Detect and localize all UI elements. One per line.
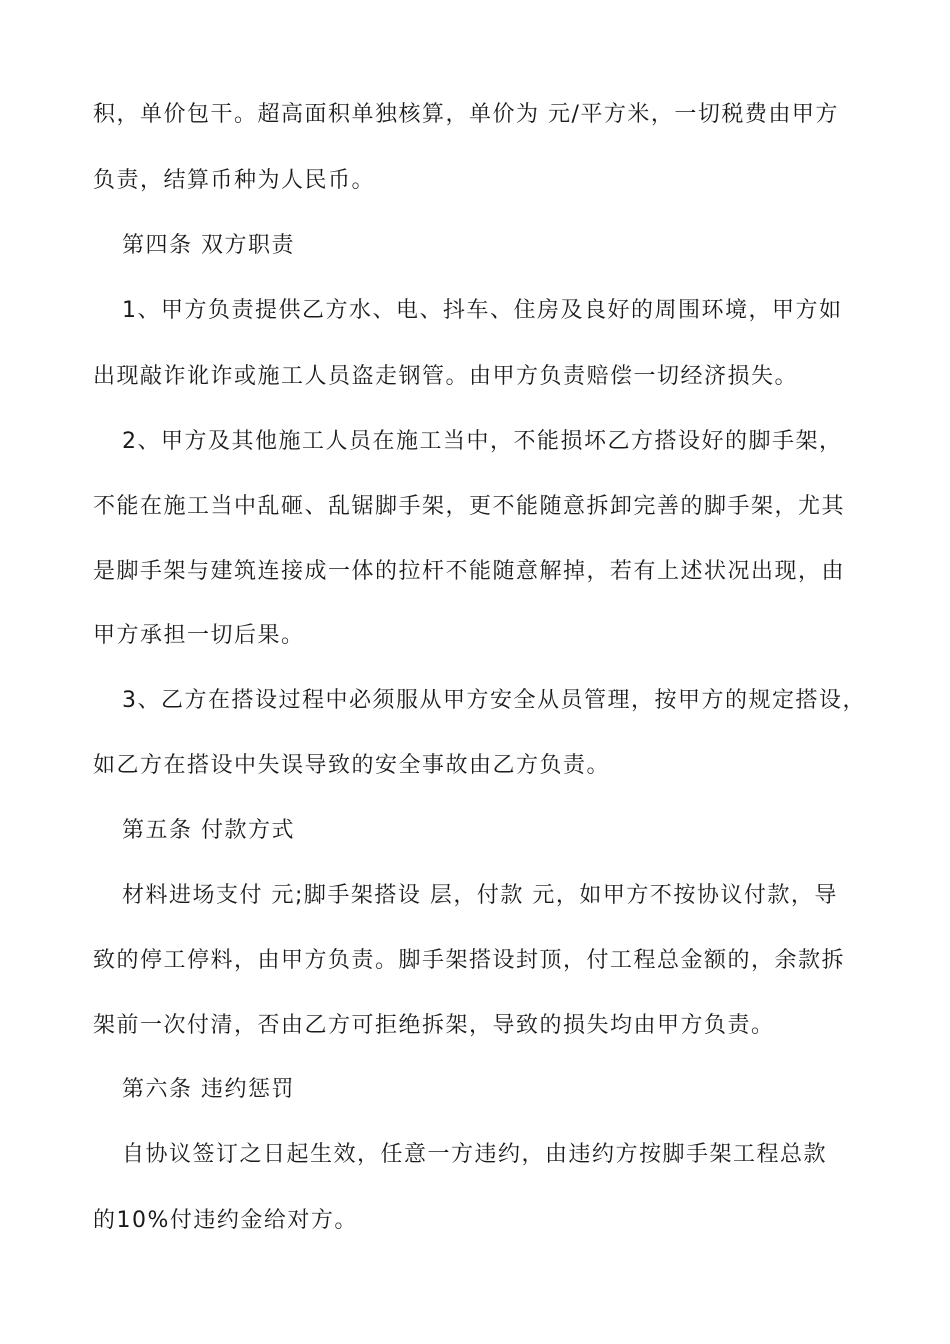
- paragraph-line: 不能在施工当中乱砸、乱锯脚手架，更不能随意拆卸完善的脚手架，尤其: [93, 494, 846, 519]
- paragraph-line: 架前一次付清，否由乙方可拒绝拆架，导致的损失均由甲方负责。: [93, 1013, 775, 1038]
- paragraph-line: 如乙方在搭设中失误导致的安全事故由乙方负责。: [93, 753, 611, 778]
- paragraph-line: 3、乙方在搭设过程中必须服从甲方安全从员管理，按甲方的规定搭设，: [122, 688, 866, 713]
- section-heading: 第五条 付款方式: [122, 818, 295, 843]
- paragraph-line: 甲方承担一切后果。: [93, 623, 305, 648]
- paragraph-line: 2、甲方及其他施工人员在施工当中，不能损坏乙方搭设好的脚手架，: [122, 429, 843, 454]
- paragraph-line: 负责，结算币种为人民币。: [93, 168, 376, 193]
- section-heading: 第四条 双方职责: [122, 233, 295, 258]
- paragraph-line: 致的停工停料，由甲方负责。脚手架搭设封顶，付工程总金额的，余款拆: [93, 948, 846, 973]
- paragraph-line: 自协议签订之日起生效，任意一方违约，由违约方按脚手架工程总款: [122, 1142, 828, 1167]
- section-heading: 第六条 违约惩罚: [122, 1077, 295, 1102]
- paragraph-line: 积，单价包干。超高面积单独核算，单价为 元/平方米，一切税费由甲方: [93, 102, 839, 127]
- paragraph-line: 是脚手架与建筑连接成一体的拉杆不能随意解掉，若有上述状况出现，由: [93, 559, 846, 584]
- paragraph-line: 1、甲方负责提供乙方水、电、抖车、住房及良好的周围环境，甲方如: [122, 298, 843, 323]
- paragraph-line: 出现敲诈讹诈或施工人员盗走钢管。由甲方负责赔偿一切经济损失。: [93, 364, 799, 389]
- paragraph-line: 的10%付违约金给对方。: [93, 1208, 358, 1233]
- paragraph-line: 材料进场支付 元;脚手架搭设 层，付款 元，如甲方不按协议付款，导: [122, 883, 838, 908]
